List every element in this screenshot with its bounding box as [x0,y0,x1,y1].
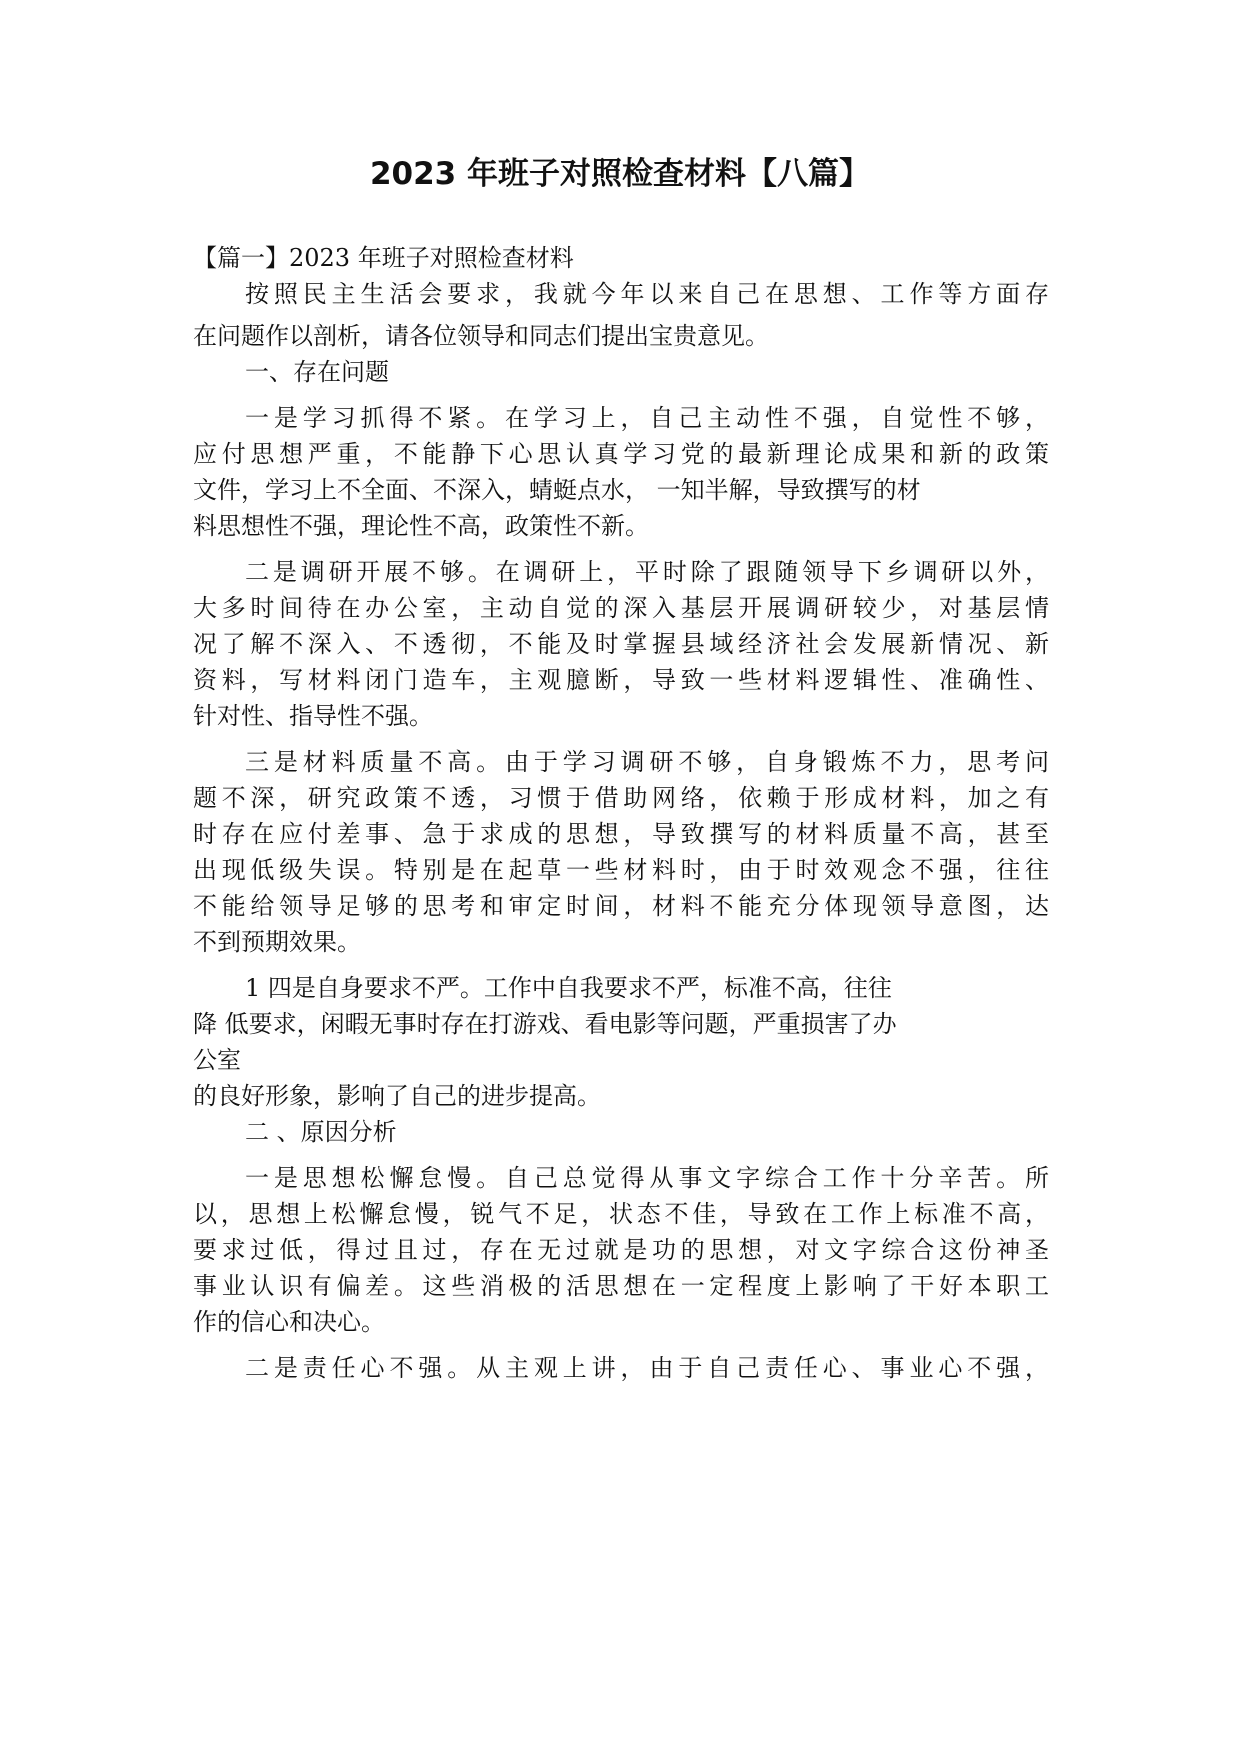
paragraph-line: 料思想性不强，理论性不高，政策性不新。 [193,512,649,540]
paragraph-line: 要求过低，得过且过，存在无过就是功的思想，对文字综合这份神圣 [193,1236,1049,1264]
paragraph-line: 大多时间待在办公室，主动自觉的深入基层开展调研较少，对基层情 [193,594,1049,622]
paragraph-line: 事业认识有偏差。这些消极的活思想在一定程度上影响了干好本职工 [193,1272,1049,1300]
paragraph-line: 不能给领导足够的思考和审定时间，材料不能充分体现领导意图，达 [193,892,1049,920]
document-body [193,240,1049,1386]
paragraph-line: 一是学习抓得不紧。在学习上，自己主动性不强，自觉性不够， [245,404,1049,432]
paragraph-line: 二是责任心不强。从主观上讲，由于自己责任心、事业心不强， [245,1354,1049,1382]
paragraph-line: 时存在应付差事、急于求成的思想，导致撰写的材料质量不高，甚至 [193,820,1049,848]
paragraph-line: 1 四是自身要求不严。工作中自我要求不严，标准不高，往往 [245,974,892,1002]
subsection-heading: 二 、原因分析 [245,1118,397,1146]
subsection-heading: 一、存在问题 [245,358,389,386]
paragraph-line: 文件，学习上不全面、不深入，蜻蜓点水， 一知半解，导致撰写的材 [193,476,921,504]
paragraph-line: 况了解不深入、不透彻，不能及时掌握县域经济社会发展新情况、新 [193,630,1049,658]
paragraph-line: 的良好形象，影响了自己的进步提高。 [193,1082,601,1110]
paragraph-line: 应付思想严重，不能静下心思认真学习党的最新理论成果和新的政策 [193,440,1049,468]
paragraph-line: 不到预期效果。 [193,928,361,956]
paragraph-line: 按照民主生活会要求，我就今年以来自己在思想、工作等方面存 [245,280,1049,308]
paragraph-line: 一是思想松懈怠慢。自己总觉得从事文字综合工作十分辛苦。所 [245,1164,1049,1192]
paragraph-line: 出现低级失误。特别是在起草一些材料时，由于时效观念不强，往往 [193,856,1049,884]
paragraph-line: 在问题作以剖析，请各位领导和同志们提出宝贵意见。 [193,322,769,350]
paragraph-line: 公室 [193,1046,241,1074]
paragraph-line: 题不深，研究政策不透，习惯于借助网络，依赖于形成材料，加之有 [193,784,1049,812]
document-title: 2023 年班子对照检查材料【八篇】 [369,156,871,192]
paragraph-line: 资料，写材料闭门造车，主观臆断，导致一些材料逻辑性、准确性、 [193,666,1049,694]
paragraph-line: 三是材料质量不高。由于学习调研不够，自身锻炼不力，思考问 [245,748,1049,776]
paragraph-line: 降 低要求，闲暇无事时存在打游戏、看电影等问题，严重损害了办 [193,1010,897,1038]
paragraph-line: 二是调研开展不够。在调研上，平时除了跟随领导下乡调研以外， [245,558,1049,586]
paragraph-line: 针对性、指导性不强。 [193,702,433,730]
section-heading: 【篇一】2023 年班子对照检查材料 [193,244,574,272]
paragraph-line: 以，思想上松懈怠慢，锐气不足，状态不佳，导致在工作上标准不高， [193,1200,1049,1228]
paragraph-line: 作的信心和决心。 [193,1308,385,1336]
